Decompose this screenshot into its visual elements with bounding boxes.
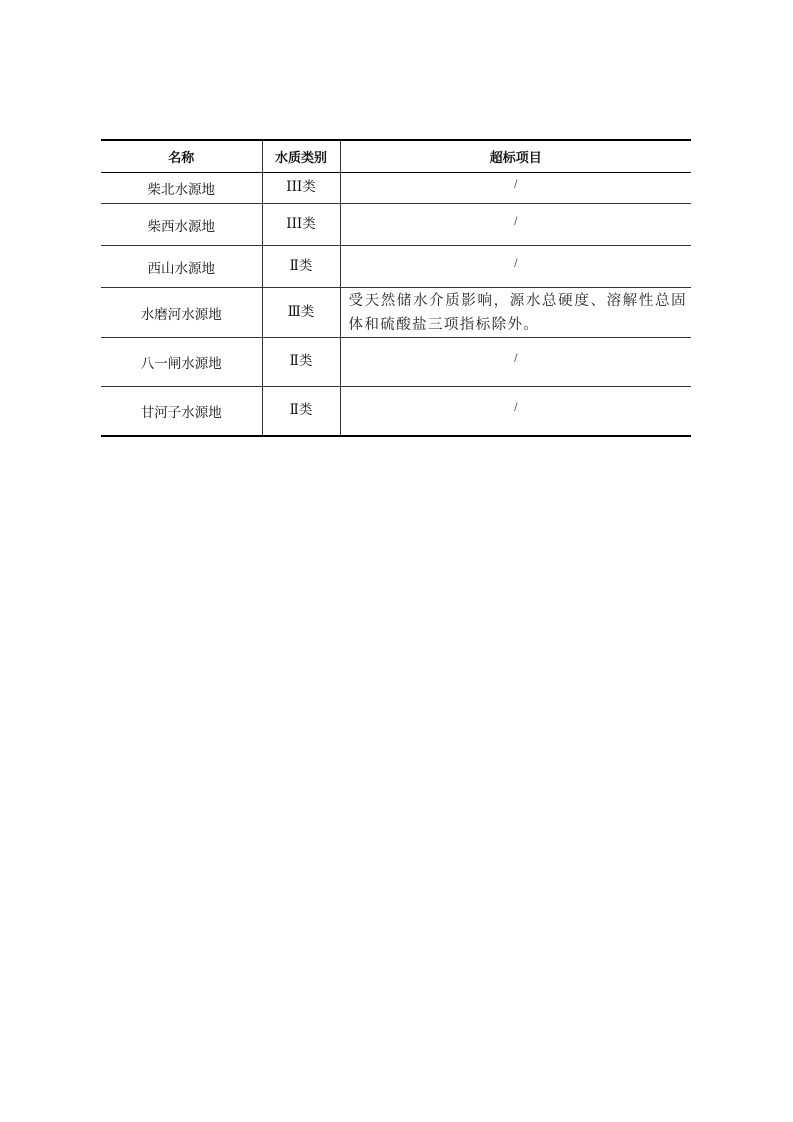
table-body <box>101 173 691 436</box>
header-water-class: 水质类别 <box>262 140 340 173</box>
table-header <box>101 140 691 173</box>
source-name: 柴西水源地 <box>101 204 262 246</box>
excess-items <box>340 204 691 246</box>
table-row <box>101 204 691 246</box>
table-row <box>101 338 691 387</box>
water-class <box>262 288 340 338</box>
excess-items-value: 受天然储水介质影响，源水总硬度、溶解性总固体和硫酸盐三项指标除外。 <box>348 292 687 333</box>
header-excess-items: 超标项目 <box>340 140 691 173</box>
excess-items-value: / <box>514 179 518 190</box>
table-row <box>101 387 691 436</box>
source-name: 甘河子水源地 <box>101 387 262 436</box>
water-class <box>262 387 340 436</box>
water-class <box>262 173 340 204</box>
source-name: 柴北水源地 <box>101 173 262 204</box>
water-class-value: III类 <box>286 179 316 195</box>
excess-items <box>340 387 691 436</box>
source-name: 八一闸水源地 <box>101 338 262 387</box>
water-class <box>262 204 340 246</box>
table-row <box>101 246 691 288</box>
water-class <box>262 338 340 387</box>
table-row <box>101 288 691 338</box>
excess-items-value: / <box>514 353 518 364</box>
water-class-value: Ⅱ类 <box>289 401 313 418</box>
header-row <box>101 140 691 173</box>
source-name: 西山水源地 <box>101 246 262 288</box>
water-class-value: Ⅲ类 <box>287 303 315 320</box>
water-class-value: Ⅱ类 <box>289 257 313 274</box>
source-name: 水磨河水源地 <box>101 288 262 338</box>
water-class <box>262 246 340 288</box>
excess-items <box>340 288 691 338</box>
excess-items <box>340 173 691 204</box>
water-class-value: III类 <box>286 215 316 232</box>
excess-items <box>340 338 691 387</box>
excess-items-value: / <box>514 401 518 413</box>
header-name: 名称 <box>101 140 262 173</box>
water-quality-table <box>101 139 691 437</box>
excess-items <box>340 246 691 288</box>
excess-items-value: / <box>514 257 518 269</box>
water-class-value: Ⅱ类 <box>289 353 313 369</box>
table-row <box>101 173 691 204</box>
excess-items-value: / <box>514 215 518 227</box>
